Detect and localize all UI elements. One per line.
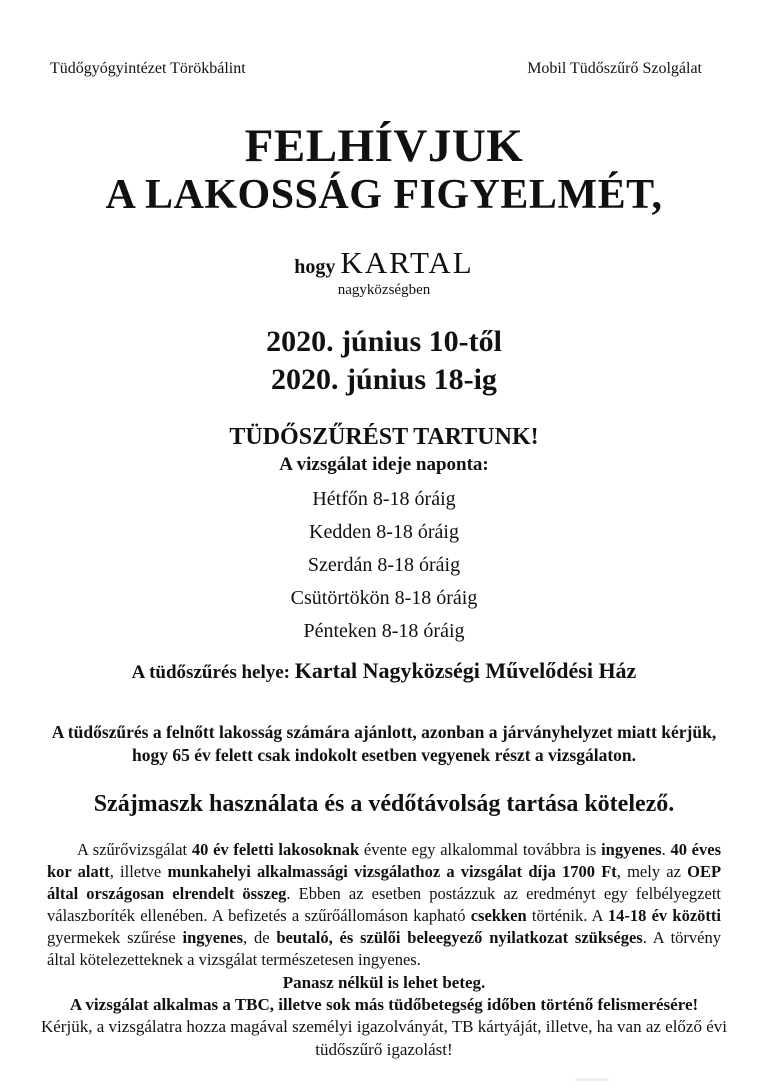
text-segment: , mely az	[616, 862, 688, 881]
title-line-1: FELHÍVJUK	[244, 119, 524, 172]
header	[0, 0, 768, 78]
text-segment: OEP által országosan elrendelt összeg	[47, 862, 722, 904]
date-range	[0, 323, 768, 398]
text-segment: , de	[243, 928, 277, 948]
date-to: 2020. június 18-ig	[271, 362, 497, 396]
header-left-text: Tüdőgyógyintézet Törökbálint	[50, 60, 246, 77]
location-value: Kartal Nagyközségi Művelődési Ház	[294, 657, 637, 683]
text-segment: 14-18 év közötti	[607, 906, 721, 926]
text-segment: . A törvény által kötelezetteknek a vizsgálat természetesen ingyenes.	[47, 928, 721, 970]
town-name: KARTAL	[340, 245, 474, 281]
text-segment: munkahelyi alkalmassági vizsgálathoz a vizsgálat díja 1700 Ft	[167, 862, 617, 881]
screening-heading: TÜDŐSZŰRÉST TARTUNK!	[229, 424, 539, 451]
schedule-list	[0, 489, 768, 641]
title-line-2: A LAKOSSÁG FIGYELMÉT,	[105, 172, 663, 219]
location-label: A tüdőszűrés helye:	[131, 661, 295, 683]
schedule-line: Csütörtökön 8-18 óráig	[290, 586, 478, 609]
text-segment: 40 éves kor alatt	[47, 839, 721, 881]
date-from: 2020. június 10-től	[266, 325, 502, 359]
screening-subheading: A vizsgálat ideje naponta:	[279, 453, 489, 475]
text-segment: gyermekek szűrése	[47, 928, 183, 948]
main-title	[0, 120, 768, 220]
scan-artifact	[575, 1078, 609, 1081]
subtitle	[0, 245, 768, 281]
text-segment: , illetve	[109, 862, 168, 881]
text-segment: ingyenes	[182, 928, 244, 948]
text-segment: . Ebben az esetben postázzuk az eredményt egy felbélyegzett válaszboríték ellenében. A befizetés a szűrőállomáson kapható	[47, 884, 721, 926]
closing-block	[0, 972, 768, 1062]
closing-line-3: Kérjük, a vizsgálatra hozza magával személyi igazolványát, TB kártyáját, illetve, ha van az előző évi tüdőszűrő igazolást!	[40, 1017, 727, 1059]
closing-line-1: Panasz nélkül is lehet beteg.	[282, 972, 486, 992]
header-right-text: Mobil Tüdőszűrő Szolgálat	[527, 60, 702, 77]
covid-notice: A tüdőszűrés a felnőtt lakosság számára ajánlott, azonban a járványhelyzet miatt kérjük, hogy 65 év felett csak indokolt esetben vegyenek részt a vizsgálaton.	[51, 721, 717, 766]
text-segment: ingyenes	[601, 839, 662, 859]
text-segment: beutaló, és szülői beleegyező nyilatkozat szükséges	[276, 928, 643, 948]
location-line	[0, 658, 768, 684]
subtitle-prefix: hogy	[294, 256, 341, 279]
text-segment: A szűrővizsgálat	[77, 839, 192, 859]
text-segment: történik. A	[526, 906, 608, 926]
town-suffix: nagyközségben	[337, 282, 431, 299]
text-segment: 40 év feletti lakosoknak	[191, 839, 360, 859]
closing-line-2: A vizsgálat alkalmas a TBC, illetve sok más tüdőbetegség időben történő felismerésére!	[69, 994, 699, 1014]
text-segment: .	[661, 839, 671, 859]
mask-notice: Szájmaszk használata és a védőtávolság tartása kötelező.	[93, 790, 675, 817]
text-segment: évente egy alkalommal továbbra is	[359, 839, 602, 859]
schedule-line: Hétfőn 8-18 óráig	[312, 487, 456, 510]
schedule-line: Kedden 8-18 óráig	[309, 520, 459, 543]
info-paragraph	[47, 839, 721, 972]
schedule-line: Szerdán 8-18 óráig	[307, 553, 461, 576]
text-segment: csekken	[470, 906, 527, 926]
schedule-line: Pénteken 8-18 óráig	[303, 619, 465, 642]
